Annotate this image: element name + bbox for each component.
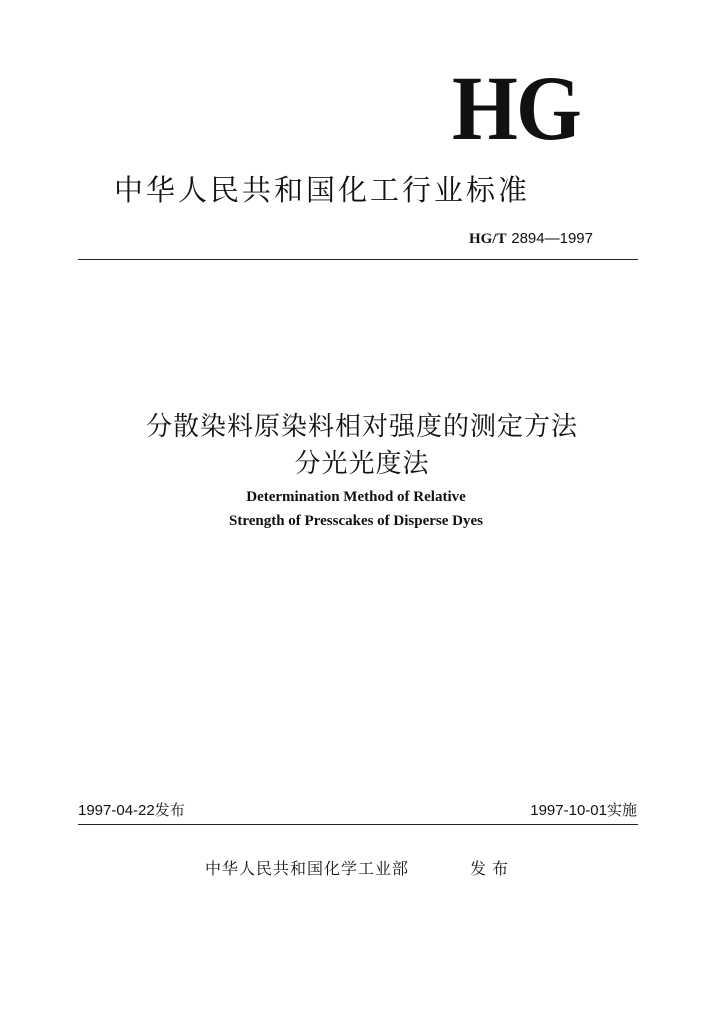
standard-code: 2894—1997 [511, 230, 593, 247]
hg-logo: HG [452, 57, 580, 159]
issue-label: 发布 [154, 801, 185, 819]
implementation-date: 1997-10-01 [530, 802, 607, 819]
english-title-line-1: Determination Method of Relative [246, 489, 466, 505]
footer-divider [78, 824, 638, 825]
organization-title: 中华人民共和国化工行业标准 [114, 173, 531, 207]
chinese-title-line-2: 分光光度法 [294, 449, 430, 479]
english-title-line-2: Strength of Presscakes of Disperse Dyes [229, 513, 483, 529]
implementation-label: 实施 [606, 801, 637, 819]
standard-number [469, 228, 593, 249]
publish-label: 发布 [470, 859, 515, 878]
issue-date-block [78, 800, 185, 821]
standard-prefix: HG/T [468, 231, 507, 247]
header-divider [78, 259, 638, 260]
chinese-title-line-1: 分散染料原染料相对强度的测定方法 [145, 412, 578, 442]
publisher-name: 中华人民共和国化学工业部 [205, 859, 410, 878]
issue-date: 1997-04-22 [78, 802, 155, 819]
implementation-date-block [530, 800, 637, 821]
